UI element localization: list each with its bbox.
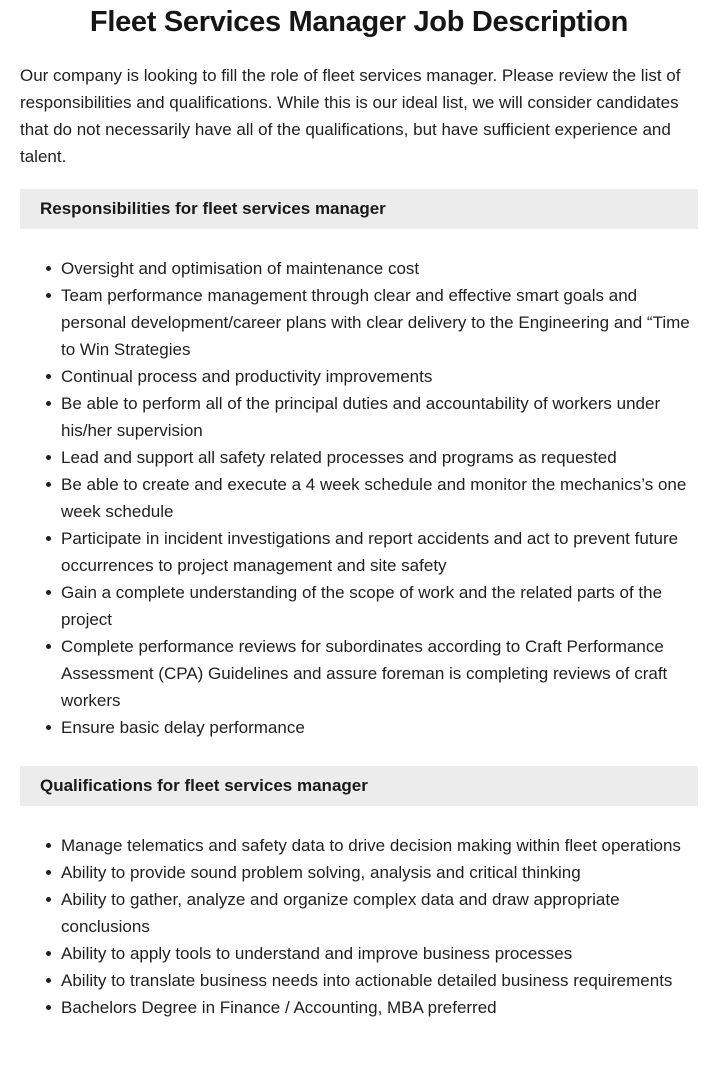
section-responsibilities (20, 189, 698, 741)
list-item: Bachelors Degree in Finance / Accounting, MBA preferred (61, 994, 698, 1021)
list-item: Gain a complete understanding of the scope of work and the related parts of the project (61, 579, 698, 633)
responsibilities-section-header (20, 189, 698, 229)
list-item: Continual process and productivity improvements (61, 363, 698, 390)
list-item: Lead and support all safety related processes and programs as requested (61, 444, 698, 471)
list-item: Ability to apply tools to understand and improve business processes (61, 940, 698, 967)
intro-paragraph: Our company is looking to fill the role of fleet services manager. Please review the list of responsibilities and qualifications. While this is our ideal list, we will consider candidates that do not necessarily have all of the qualifications, but have sufficient experience and talent. (20, 66, 681, 166)
responsibilities-list (20, 255, 698, 741)
list-item: Team performance management through clear and effective smart goals and personal development/career plans with clear delivery to the Engineering and “Time to Win Strategies (61, 282, 698, 363)
list-item: Oversight and optimisation of maintenance cost (61, 255, 698, 282)
qualifications-section-heading: Qualifications for fleet services manager (40, 776, 368, 795)
list-item: Ability to provide sound problem solving, analysis and critical thinking (61, 859, 698, 886)
page-title: Fleet Services Manager Job Description (89, 6, 629, 38)
list-item: Ability to gather, analyze and organize complex data and draw appropriate conclusions (61, 886, 698, 940)
qualifications-list (20, 832, 698, 1021)
list-item: Be able to create and execute a 4 week schedule and monitor the mechanics’s one week schedule (61, 471, 698, 525)
list-item: Ability to translate business needs into actionable detailed business requirements (61, 967, 698, 994)
responsibilities-section-heading: Responsibilities for fleet services manager (40, 199, 386, 218)
list-item: Ensure basic delay performance (61, 714, 698, 741)
qualifications-section-header (20, 766, 698, 806)
list-item: Be able to perform all of the principal duties and accountability of workers under his/her supervision (61, 390, 698, 444)
list-item: Complete performance reviews for subordinates according to Craft Performance Assessment (CPA) Guidelines and assure foreman is completing reviews of craft workers (61, 633, 698, 714)
list-item: Manage telematics and safety data to drive decision making within fleet operations (61, 832, 698, 859)
section-qualifications (20, 766, 698, 1021)
list-item: Participate in incident investigations and report accidents and act to prevent future occurrences to project management and site safety (61, 525, 698, 579)
